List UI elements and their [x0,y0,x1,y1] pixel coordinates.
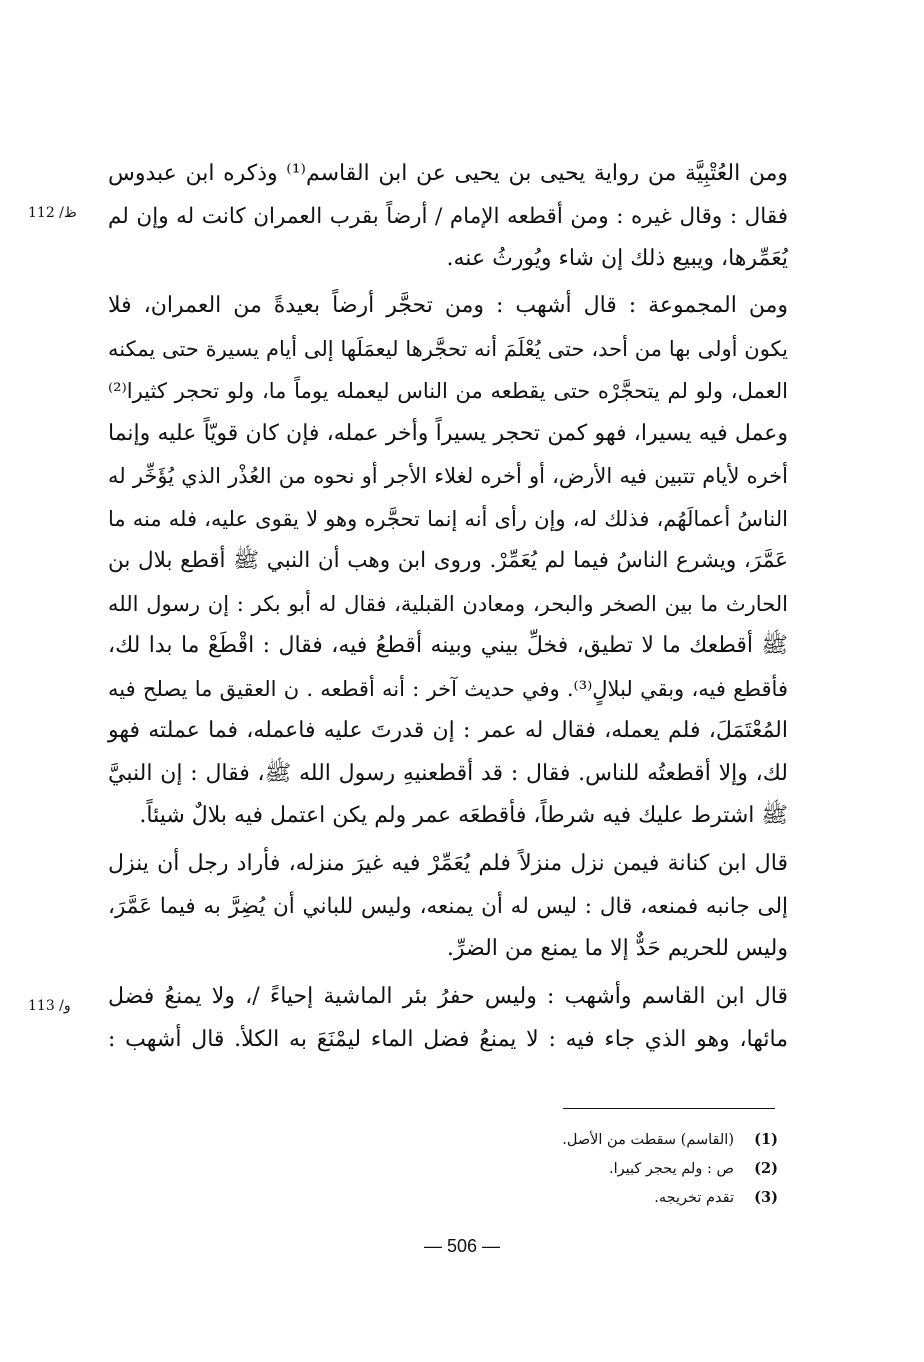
text-line: المُعْتَمَلَ، فلم يعمله، فقال له عمر : إن قدرتَ عليه فاعمله، فما عملته فهو [108,718,788,743]
footnote-1 [300,1125,778,1154]
text-line: فأقطع فيه، وبقي لبلالٍ⁽³⁾. وفي حديث آخر : أنه أقطعه . ن العقيق ما يصلح فيه [108,676,788,701]
footnote-text: تقدم تخريجه. [654,1190,734,1206]
text-line: أخره لأيام تتبين فيه الأرض، أو أخره لغلاء الأجر أو نحوه من العُذْر الذي يُؤَخِّر له [108,464,788,488]
text-line: يُعَمِّرها، ويبيع ذلك إن شاء ويُورثُ عنه. [446,246,788,271]
paragraph-1 [108,153,788,281]
text-line: ومن العُتْبِيَّة من رواية يحيى بن يحيى عن ابن القاسم⁽¹⁾ وذكره ابن عبدوس [108,161,789,186]
footnote-number: (2) [754,1160,778,1177]
footnote-text: (القاسم) سقطت من الأصل. [562,1132,734,1148]
text-line: ﷺ اشترط عليك فيه شرطاً، فأقطعَه عمر ولم يكن اعتمل فيه بلالٌ شيئاً. [139,803,788,828]
text-line: عَمَّرَ، ويشرع الناسُ فيما لم يُعَمِّرْ. وروى ابن وهب أن النبي ﷺ أقطع بلال بن [108,548,788,573]
text-line: وليس للحريم حَدٌّ إلا ما يمنع من الضرِّ. [446,936,788,961]
folio-marker-112: 112 /ظ [28,205,77,221]
page-number: — 506 — [423,1236,501,1256]
text-line: الحارث ما بين الصخر والبحر، ومعادن القبلية، فقال له أبو بكر : إن رسول الله [108,591,788,616]
text-line: يكون أولى بها من أحد، حتى يُعْلَمَ أنه تحجَّرها ليعمَلَها إلى أيام يسيرة حتى يمكنه [108,336,788,361]
text-line: ومن المجموعة : قال أشهب : ومن تحجَّر أرضاً بعيدةً من العمران، فلا [108,293,788,318]
footnote-2 [300,1154,778,1183]
paragraph-4 [108,976,788,1061]
text-line: مائها، وهو الذي جاء فيه : لا يمنعُ فضل الماء ليمْنَعَ به الكلأ. قال أشهب : [108,1026,788,1052]
footnote-3 [300,1183,778,1212]
paragraph-2 [108,285,788,838]
text-line: العمل، ولو لم يتحجَّرْه حتى يقطعه من الناس ليعمله يوماً ما، ولو تحجر كثيرا⁽²⁾ [108,379,788,403]
text-line: فقال : وقال غيره : ومن أقطعه الإمام / أرضاً بقرب العمران كانت له وإن لم [108,203,788,229]
footnote-separator [563,1108,775,1109]
text-line: قال ابن القاسم وأشهب : وليس حفرُ بئر الماشية إحياءً /، ولا يمنعُ فضل [108,984,788,1009]
paragraph-3 [108,843,788,971]
text-line: الناسُ أعمالَهُم، فذلك له، وإن رأى أنه إنما تحجَّره وهو لا يقوى عليه، فله منه ما [108,506,788,531]
text-line: ﷺ أقطعك ما لا تطيق، فخلِّ بيني وبينه أقطعُ فيه، فقال : اقْطَعْ ما بدا لك، [108,633,788,658]
footnotes [300,1125,778,1212]
footnote-number: (1) [754,1131,778,1148]
folio-marker-113: 113 /و [28,998,71,1014]
text-line: لك، وإلا أقطعتُه للناس. فقال : قد أقطعنيهِ رسول الله ﷺ، فقال : إن النبيَّ [108,760,788,786]
footnote-number: (3) [754,1189,778,1206]
footnote-text: ص : ولم يحجر كبيرا. [609,1161,734,1177]
text-line: وعمل فيه يسيرا، فهو كمن تحجر يسيراً وأخر عمله، فإن كان قويّاً عليه وإنما [108,420,788,446]
text-line: قال ابن كنانة فيمن نزل منزلاً فلم يُعَمِّرْ فيه غيرَ منزله، فأراد رجل أن ينزل [108,851,788,876]
text-line: إلى جانبه فمنعه، قال : ليس له أن يمنعه، وليس للباني أن يُضِرَّ به فيما عَمَّرَ، [108,893,788,919]
